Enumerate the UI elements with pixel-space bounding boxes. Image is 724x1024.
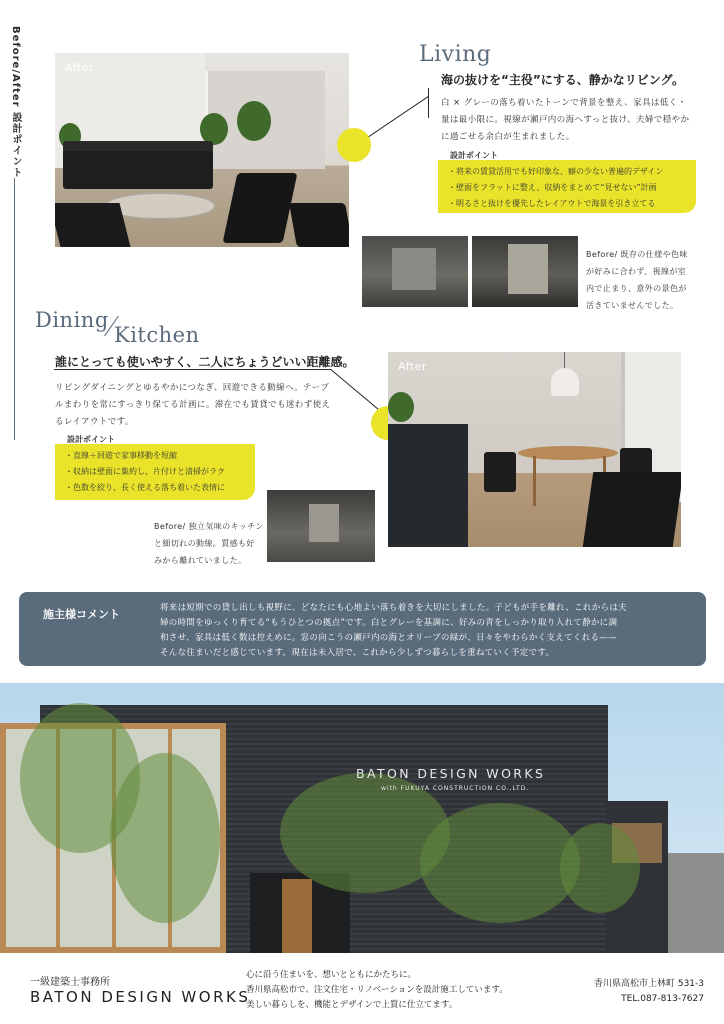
dining-after-photo	[388, 352, 681, 547]
after-tag: After	[398, 360, 427, 373]
dining-title: Dining	[35, 308, 109, 332]
dining-heading: 誰にとっても使いやすく、二人にちょうどいい距離感。	[55, 355, 355, 369]
footer-firm-type: 一級建築士事務所	[30, 977, 110, 988]
list-item: ・明るさと抜けを優先したレイアウトで海景を引き立てる	[448, 199, 656, 208]
footer-logo: BATON DESIGN WORKS	[30, 988, 251, 1006]
dining-before-photo	[267, 490, 375, 562]
dining-before-caption: Before/ 独立気味のキッチン と細切れの動線。質感も好 みから離れていました。	[154, 522, 264, 565]
living-points-list	[438, 160, 696, 213]
living-before-photo-2	[472, 236, 578, 307]
footer-tel: TEL.087-813-7627	[621, 994, 704, 1004]
living-before-caption: Before/ 既存の仕様や色味 が好みに合わず、視線が室 内で止まり、意外の景色が 活きていませんでした。	[586, 250, 688, 310]
living-heading: 海の抜けを“主役”にする、静かなリビング。	[441, 73, 685, 87]
living-body: 白 × グレーの落ち着いたトーンで背景を整え、家具は低く・ 量は最小限に。視線が瀬戸内の海へすっと抜け、夫婦で穏やか に過ごせる余白が生まれました。	[441, 98, 690, 142]
after-tag: After	[65, 61, 94, 74]
footer-address: 香川県高松市上林町 531-3	[593, 979, 704, 989]
side-divider	[14, 178, 15, 440]
list-item: ・直線＋回遊で家事移動を短縮	[65, 451, 177, 460]
dining-points-list	[55, 444, 255, 500]
living-title: Living	[419, 42, 492, 67]
owner-comment-banner	[19, 592, 706, 666]
owner-comment-text: 将来は短期での貸し出しも視野に、どなたにも心地よい落ち着きを大切にしました。子どもが手を離れ、これからは夫 婦の時間をゆっくり育てる“もうひとつの拠点”です。白とグレーを基調に、好みの青をしっかり取り入れて静かに調 和させ、家具は低く数は控えめに。窓の向こうの瀬戸内の海とオリーブの緑が、日々をやわらかく支えてくれる—— そんな住まいだと感じています。現在は未入居で、これから少しずつ暮らしを重ねていく予定です。	[160, 603, 627, 658]
dining-points-label: 設計ポイント	[67, 435, 115, 444]
dining-body: リビングダイニングとゆるやかにつなぎ、回遊できる動線へ。テーブ ルまわりを常にすっきり保てる計画に。滞在でも賃貸でも迷わず使え るレイアウトです。	[55, 383, 331, 427]
list-item: ・壁面をフラットに整え、収納をまとめて“見せない”計画	[448, 183, 657, 192]
list-item: ・色数を絞り、長く使える落ち着いた表情に	[65, 483, 225, 492]
living-after-photo	[55, 53, 349, 247]
living-before-photo-1	[362, 236, 468, 307]
owner-comment-label: 施主様コメント	[43, 608, 120, 621]
living-accent-dot	[337, 128, 371, 162]
building-sign: BATON DESIGN WORKS	[356, 766, 546, 781]
kitchen-title: Kitchen	[114, 323, 200, 347]
footer-contact	[594, 977, 704, 1007]
footer-tagline: 心に沿う住まいを、想いとともにかたちに。 香川県高松市で、注文住宅・リノベーションを設計施工しています。 美しい暮らしを、機能とデザインで上質に仕立てます。	[246, 970, 508, 1010]
side-section-label: Before/After 設計ポイント	[10, 26, 21, 179]
list-item: ・将来の賃貸活用でも好印象な、癖の少ない普遍的デザイン	[448, 167, 664, 176]
list-item: ・収納は壁面に集約し、片付けと清掃がラク	[65, 467, 225, 476]
building-exterior-photo	[0, 683, 724, 953]
living-points-label: 設計ポイント	[450, 151, 498, 160]
building-sign-sub: with FUKUYA CONSTRUCTION CO.,LTD.	[381, 785, 530, 792]
